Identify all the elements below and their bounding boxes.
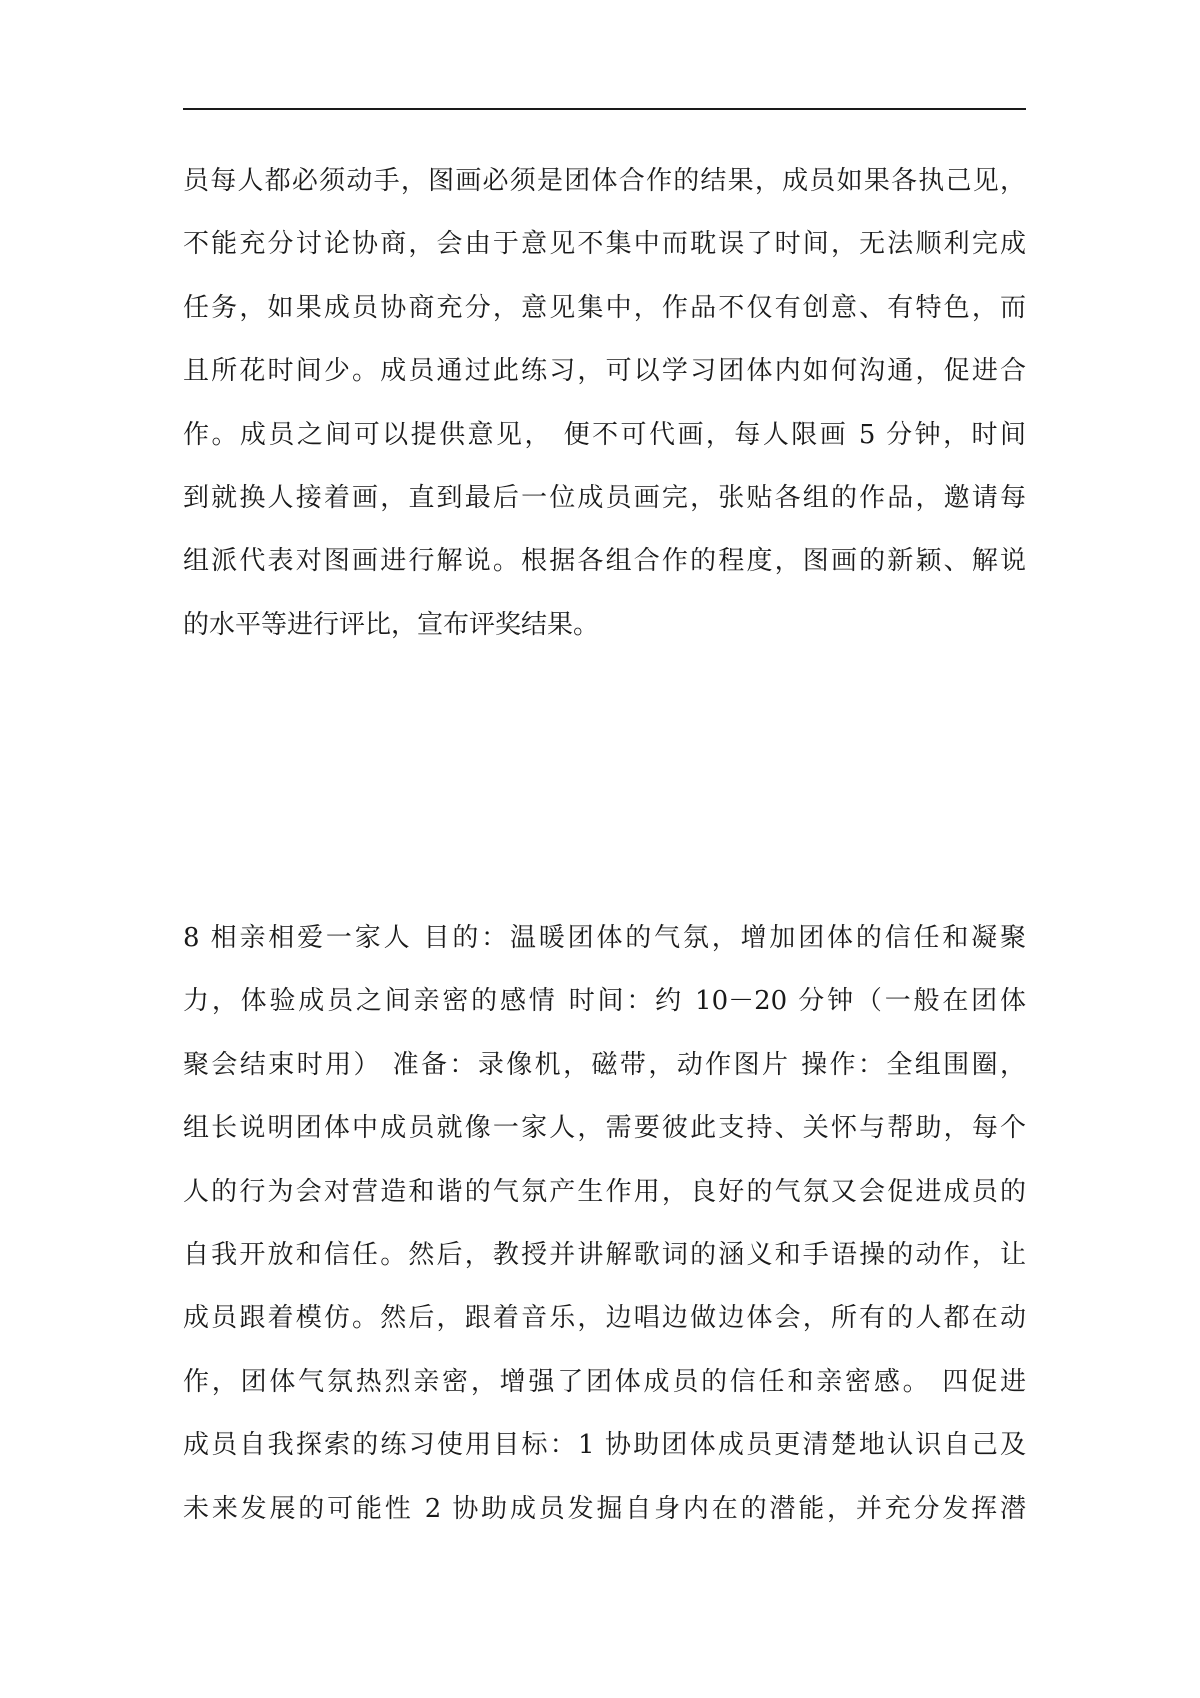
header-rule xyxy=(183,108,1026,110)
text-line: 组长说明团体中成员就像一家人，需要彼此支持、关怀与帮助，每个 xyxy=(183,1113,1026,1144)
text-line: 人的行为会对营造和谐的气氛产生作用，良好的气氛又会促进成员的 xyxy=(183,1176,1026,1207)
text-line: 力，体验成员之间亲密的感情 时间：约 10－20 分钟（一般在团体 xyxy=(183,986,1026,1017)
text-line: 作，团体气氛热烈亲密，增强了团体成员的信任和亲密感。 四促进 xyxy=(183,1366,1026,1397)
text-line: 任务，如果成员协商充分，意见集中，作品不仅有创意、有特色，而 xyxy=(183,292,1026,323)
text-line: 员每人都必须动手，图画必须是团体合作的结果，成员如果各执己见， xyxy=(183,166,1026,196)
text-line: 且所花时间少。成员通过此练习，可以学习团体内如何沟通，促进合 xyxy=(183,356,1026,387)
text-line: 组派代表对图画进行解说。根据各组合作的程度，图画的新颖、解说 xyxy=(183,546,1026,577)
paragraph-1 xyxy=(183,150,1026,657)
text-line: 成员跟着模仿。然后，跟着音乐，边唱边做边体会，所有的人都在动 xyxy=(183,1303,1026,1334)
text-line: 不能充分讨论协商，会由于意见不集中而耽误了时间，无法顺利完成 xyxy=(183,229,1026,260)
text-line: 聚会结束时用） 准备：录像机，磁带，动作图片 操作：全组围圈， xyxy=(183,1049,1026,1080)
text-line: 到就换人接着画，直到最后一位成员画完，张贴各组的作品，邀请每 xyxy=(183,482,1026,513)
text-line: 8 相亲相爱一家人 目的：温暖团体的气氛，增加团体的信任和凝聚 xyxy=(183,923,1026,953)
text-line: 作。成员之间可以提供意见， 便不可代画，每人限画 5 分钟，时间 xyxy=(183,419,1026,450)
text-line: 的水平等进行评比，宣布评奖结果。 xyxy=(183,609,600,640)
text-line: 成员自我探索的练习使用目标：1 协助团体成员更清楚地认识自己及 xyxy=(183,1430,1026,1461)
text-line: 未来发展的可能性 2 协助成员发掘自身内在的潜能，并充分发挥潜 xyxy=(183,1493,1026,1524)
paragraph-2 xyxy=(183,907,1026,1541)
text-line: 自我开放和信任。然后，教授并讲解歌词的涵义和手语操的动作，让 xyxy=(183,1239,1026,1270)
